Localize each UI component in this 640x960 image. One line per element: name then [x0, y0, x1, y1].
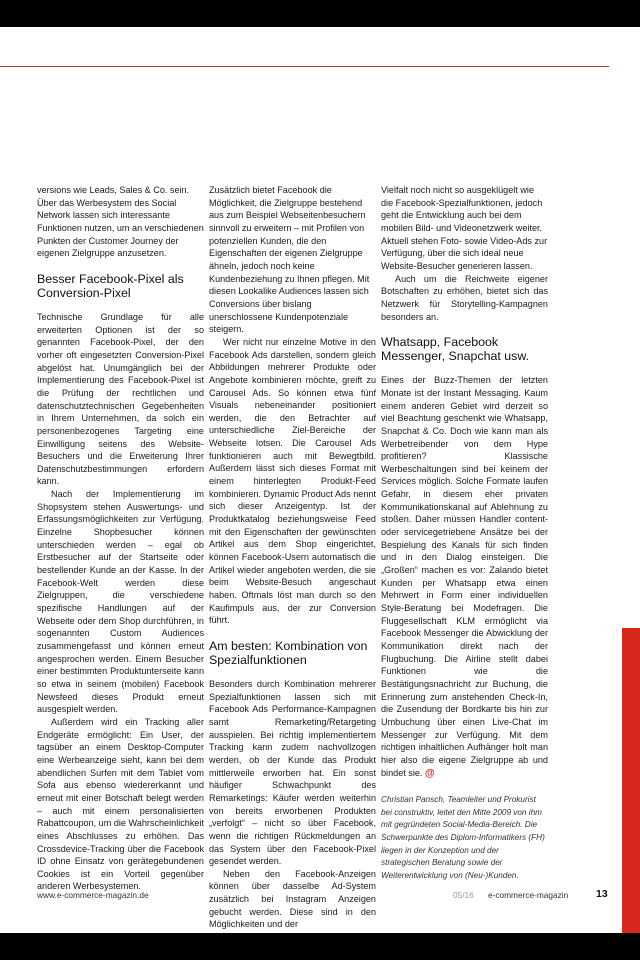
- column-3: [381, 184, 548, 882]
- paragraph: Zusätzlich bietet Facebook die Möglichkeit, die Zielgruppe bestehend aus zum Beispiel Webseitenbesuchern sinnvoll zu erweitern – mit Profilen von potenziellen Kunden, die den Eigenschaften der eigenen Zielgruppe ähneln, jedoch noch keine Kundenbeziehung zu Ihnen pflegen. Mit diesen Lookalike Audiences lassen sich Conversions über bislang unerschlossene Kundenpotenziale steigern.: [209, 185, 370, 335]
- paragraph: Besonders durch Kombination mehrerer Spezialfunktionen lassen sich mit Facebook Ads Performance-Kampagnen samt Remarketing/Retargeting ausspielen. Bei richtig implementiertem Tracking kann zudem nachvollzogen werden, ob der Kunde das Produkt mittlerweile erworben hat. Ein sonst häufiger Schwachpunkt des Remarketings: Käufer werden weiterhin von bereits erworbenen Produkten „verfolgt“ – nicht so über Facebook, wenn die richtigen Rückmeldungen an das System über den Facebook-Pixel gesendet werden.: [209, 678, 376, 867]
- red-edge-tab: [622, 628, 640, 933]
- author-bio: Christian Pansch, Teamleiter und Prokurist bei construktiv, leitet den Mitte 2009 von ihm mit gegründeten Social-Media-Bereich. Die Schwerpunkte des Diplom-Informatikers (FH) liegen in der Konzeption und der strategischen Beratung sowie der Weiterentwicklung von (Neu-)Kunden.: [381, 795, 545, 880]
- section-heading: Whatsapp, Facebook Messenger, Snapchat usw.: [381, 335, 530, 364]
- page-number: 13: [596, 888, 608, 900]
- column-2: [209, 184, 376, 931]
- section-heading: Besser Facebook-Pixel als Conversion-Pixel: [37, 271, 184, 300]
- paragraph: Technische Grundlage für alle erweiterten Optionen ist der so genannten Facebook-Pixel, der den vorher oft eingesetzten Conversion-Pixel abgelöst hat. Unumgänglich bei der Implementierung des Facebook-Pixel ist die Prüfung der rechtlichen und datenschutztechnischen Gegebenheiten in Ihrem Unternehmen, da solch ein personenbezogenes Targeting eine Einwilligung seitens des Website-Besuchers und die Erweiterung Ihrer Datenschutzbestimmungen erfordern kann.: [37, 311, 204, 487]
- top-rule: [0, 66, 609, 67]
- section-heading: Am besten: Kombination von Spezialfunktionen: [209, 638, 368, 667]
- column-1: [37, 184, 204, 893]
- footer-issue: 05/16: [453, 890, 474, 900]
- article-end-mark: @: [425, 767, 435, 779]
- footer-magazine: e-commerce-magazin: [488, 890, 569, 900]
- paragraph: Auch um die Reichweite eigener Botschaften zu erhöhen, bietet sich das Netzwerk für Storytelling-Kampagnen besonders an.: [381, 273, 548, 322]
- paragraph: Nach der Implementierung im Shopsystem stehen Auswertungs- und Erfassungsmöglichkeiten zur Verfügung. Einzelne Shopbesucher können unterschieden werden – egal ob Erstbesucher auf der Startseite oder bestellender Kunde an der Kasse. In der Facebook-Welt werden diese Zielgruppen, die verschiedene spezifische Handlungen auf der Webseite oder dem Shop durchführen, in sogenannten Custom Audiences zusammengefasst und können erneut angesprochen werden. Einem Besucher einer bestimmten Produktunterseite kann so etwa in seinem (mobilen) Facebook Newsfeed dieses Produkt erneut ausgespielt werden.: [37, 489, 204, 715]
- paragraph: Wer nicht nur einzelne Motive in den Facebook Ads darstellen, sondern gleich Abbildungen mehrerer Produkte oder Angebote kombinieren möchte, greift zu Carousel Ads. So können etwa fünf Visuals nebeneinander positioniert werden, die den Betrachter auf unterschiedliche Ziel-Bereiche der Webseite lotsen. Die Carousel Ads funktionieren auch mit Bewegtbild. Außerdem lässt sich dieses Format mit einem hinterlegten Produkt-Feed kombinieren. Dynamic Product Ads nennt sich dieser Anzeigentyp. Ist der Produktkatalog beziehungsweise Feed mit den Eigenschaften der gewünschten Artikel aus dem Shop eingerichtet, können Facebook-Usern automatisch die Artikel wieder angeboten werden, die sie beim Website-Besuch angeschaut haben. Oftmals löst man durch so den Kaufimpuls aus, der zur Conversion führt.: [209, 336, 376, 626]
- paragraph: versions wie Leads, Sales & Co. sein. Über das Werbesystem des Social Network lassen sich interessante Funktionen nutzen, um an verschiedenen Punkten der Customer Journey der eigenen Zielgruppe anzusetzen.: [37, 185, 204, 259]
- paragraph: Vielfalt noch nicht so ausgeklügelt wie die Facebook-Spezialfunktionen, jedoch geht die Entwicklung auch bei dem mobilen Bild- und Videonetzwerk weiter. Aktuell stehen Foto- sowie Video-Ads zur Verfügung, über die sich ideal neue Website-Besucher generieren lassen.: [381, 185, 548, 271]
- magazine-page: [0, 27, 640, 933]
- paragraph-text: Eines der Buzz-Themen der letzten Monate ist der Instant Messaging. Kaum einem anderen Gebiet wird derzeit so viel Beachtung geschenkt wie Whatsapp, Snapchat & Co. Doch wie kann man als Werbetreibender von dem Hype profitieren? Klassische Werbeschaltungen sind bei keinem der Services möglich. Solche Formate laufen Gefahr, in diesem eher privaten Kommunikationskanal auf Ablehnung zu stoßen. Daher müssen Handler content- oder servicegetriebene Ansätze bei der Bespielung des Kanals für sich finden und in den Dialog einsteigen. Die „Großen“ machen es vor: Zalando bietet Kunden per Whatsapp etwa einen Mehrwert in Form einer individuellen Style-Beratung bei Modefragen. Die Fluggesellschaft KLM ermöglicht via Facebook Messenger die Abwicklung der Kommunikation direkt nach der Flugbuchung. Die Airline stellt dabei Funktionen wie die Bestätigungsnachricht zur Buchung, die Erinnerung zum anstehenden Check-In, die Zusendung der Bordkarte bis hin zur Umbuchung über einen Live-Chat im Messenger zur Verfügung. Mit dem richtigen inhaltlichen Aufhänger holt man hier also die eigene Zielgruppe ab und bindet sie.: [381, 375, 548, 778]
- paragraph: [381, 374, 548, 780]
- footer-website: www.e-commerce-magazin.de: [37, 890, 149, 900]
- paragraph: Neben den Facebook-Anzeigen können über dasselbe Ad-System zusätzlich bei Instagram Anzeigen gebucht werden. Diese sind in den Möglichkeiten und der: [209, 868, 376, 930]
- paragraph: Außerdem wird ein Tracking aller Endgeräte ermöglicht: Ein User, der tagsüber an einem Desktop-Computer eine Werbeanzeige sieht, kann bei dem abendlichen Surfen mit dem Tablet vom Sofa aus ebenso wiedererkannt und erneut mit einer Botschaft belegt werden – auch mit einem personalisierten Rabattcoupon, um die Wahrscheinlichkeit eines Abschlusses zu erhöhen. Das Crossdevice-Tracking über die Facebook ID ohne Einsatz von gerätegebundenen Cookies ist ein Vorteil gegenüber anderen Werbesystemen.: [37, 716, 204, 892]
